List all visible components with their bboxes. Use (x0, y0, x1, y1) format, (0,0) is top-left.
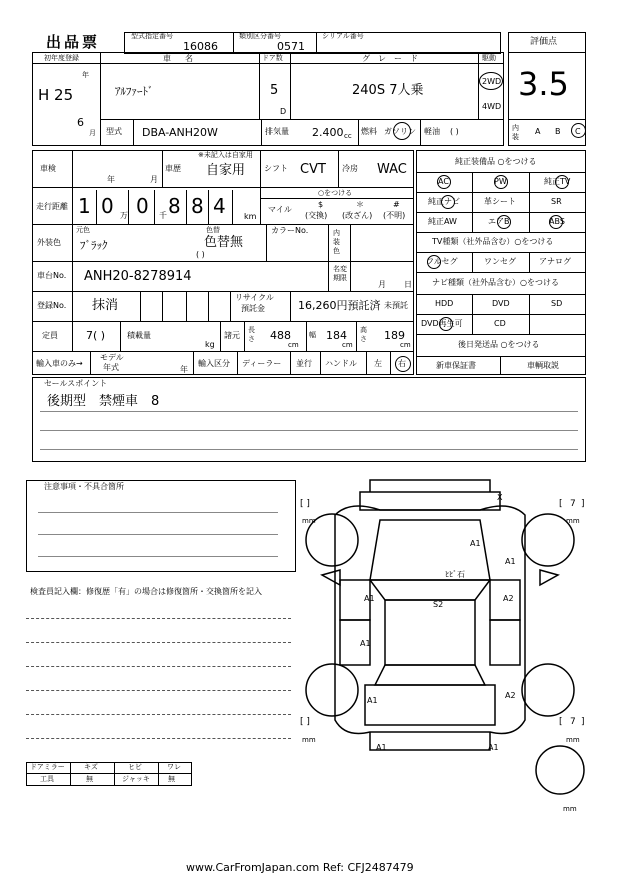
missing-v2: 無 (86, 775, 93, 783)
dealer-label: ディーラー (242, 359, 282, 368)
mark-a1-rear-left: A1 (376, 743, 387, 752)
model-value: DBA-ANH20W (142, 126, 218, 139)
class-label: 類別区分番号 (239, 32, 281, 40)
cert-label: 型式指定番号 (131, 32, 173, 40)
interior-c: C (575, 127, 581, 136)
doors-label: ドア数 (262, 54, 283, 62)
load-label: 積載量 (127, 331, 151, 340)
mile-label: マイル (268, 205, 292, 214)
mark-front-x: X (497, 493, 503, 502)
tire-fl-unit: mm (302, 517, 316, 525)
inspector-note: 検査員記入欄：修復歴「有」の場合は修復箇所・交換箇所を記入 (30, 587, 262, 596)
namechange-label: 名変期限 (333, 265, 347, 282)
doors-sub: D (280, 107, 287, 116)
score-label: 評価点 (530, 37, 558, 47)
tire-rr-unit: mm (566, 736, 580, 744)
left-mirror (322, 570, 340, 585)
year-unit: 年 (82, 71, 89, 79)
model-year-unit: 年 (180, 365, 188, 374)
nav-hdd: HDD (435, 299, 454, 308)
spare-wheel (536, 746, 584, 794)
notes-label: 注意事項・不具合箇所 (44, 482, 124, 491)
parallel-label: 並行 (296, 359, 312, 368)
oil-label: 軽油 (424, 127, 440, 136)
mileage-digit: 8 (168, 194, 181, 218)
hgt-label: 高さ (360, 326, 367, 343)
ac-label: 冷房 (342, 164, 358, 173)
right-rear-door (490, 620, 520, 665)
equip-leather: 革シート (484, 197, 516, 206)
mark-a1-front: A1 (470, 539, 481, 548)
mark-a2-rr: A2 (505, 691, 516, 700)
dim-label: 諸元 (224, 331, 240, 340)
chassis-value: ANH20-8278914 (84, 269, 192, 284)
swap-mark: $ (318, 200, 324, 209)
tv-fullseg-circle (427, 255, 441, 269)
mileage-digit: 4 (213, 194, 226, 218)
spare-unit: mm (563, 805, 577, 813)
handle-label: ハンドル (325, 359, 357, 368)
mileage-sen: 千 (159, 211, 167, 220)
fuel-circle (393, 122, 411, 140)
model-label: 型式 (106, 127, 122, 136)
mark-a1-rl-bottom: A1 (367, 696, 378, 705)
nav-sd: SD (551, 299, 563, 308)
equip-pw: PW (494, 177, 507, 186)
tv-header: TV種類（社外品含む）○をつける (432, 237, 554, 246)
missing-h1: ドアミラー (30, 763, 65, 771)
recycle-label-1: リサイクル (235, 293, 274, 302)
tire-rr-value: 7 (570, 717, 576, 727)
rear-right-wheel (522, 664, 574, 716)
len-value: 488 (270, 329, 291, 342)
wid-value: 184 (326, 329, 347, 342)
unknown-mark: # (393, 200, 400, 209)
fuel-value: ガソリン (384, 127, 416, 136)
handle-left: 左 (374, 359, 382, 368)
nav-dvdplay: DVD再生可 (421, 319, 463, 328)
shift-label: シフト (264, 164, 288, 173)
notes-box (26, 480, 296, 572)
repaint-paren: ( ) (196, 250, 205, 259)
fuel-label: 燃料 (361, 127, 377, 136)
tire-fr-bracket-end: ] (581, 499, 585, 509)
header-codes-box (124, 32, 501, 54)
mileage-label: 走行距離 (36, 202, 68, 211)
mileage-digit: 0 (101, 194, 114, 218)
disp-label: 排気量 (265, 127, 289, 136)
tire-rl-unit: mm (302, 736, 316, 744)
nav-dvd: DVD (492, 299, 510, 308)
mileage-unit: km (244, 212, 257, 221)
wid-unit: cm (342, 341, 353, 349)
drive-4wd: 4WD (482, 102, 502, 111)
colorno-label: カラーNo. (271, 226, 309, 235)
tire-rl-bracket: [ ] (300, 717, 310, 727)
import-label: 輸入車のみ→ (36, 359, 83, 368)
reg-value: 抹消 (92, 298, 119, 313)
tire-fr-value: 7 (570, 499, 576, 509)
missing-h3: ヒビ (128, 763, 142, 771)
interior-b: B (555, 127, 561, 136)
mileage-digit: 1 (78, 194, 91, 218)
tailgate (365, 685, 495, 725)
first-reg-label: 初年度登録 (44, 54, 79, 62)
orig-color-value: ﾌﾞﾗｯｸ (80, 239, 108, 252)
score-value: 3.5 (518, 65, 569, 103)
unknown-text: (不明) (383, 211, 406, 220)
inspect-month: 月 (150, 175, 158, 184)
missing-v3: ジャッキ (122, 775, 150, 783)
model-year-label-2: 年式 (103, 363, 119, 372)
sales-text: 後期型 禁煙車 8 (47, 394, 160, 409)
equip-navi-circle (441, 195, 455, 209)
right-mirror (540, 570, 558, 585)
mileage-digit: 0 (136, 194, 149, 218)
recycle-unpaid: 未預託 (384, 301, 408, 310)
later-manual: 車輌取説 (527, 361, 559, 370)
equip-abs-circle (549, 215, 563, 229)
mark-a1-rear-right: A1 (488, 743, 499, 752)
equip-header: 純正装備品 ○をつける (455, 157, 537, 166)
equip-sr: SR (551, 197, 562, 206)
equip-pw-circle (494, 175, 508, 189)
era-value: H 25 (38, 86, 74, 104)
doors-value: 5 (270, 83, 279, 98)
equip-navi: 純正ナビ (428, 197, 460, 206)
nav-header: ナビ種類（社外品含む）○をつける (432, 278, 559, 287)
cert-value: 16086 (183, 40, 218, 53)
equip-tv: 純正TV (544, 177, 571, 186)
roof (385, 600, 475, 665)
mark-a1-fr: A1 (505, 557, 516, 566)
interior-a: A (535, 127, 541, 136)
car-name-label: 車名 (163, 54, 207, 63)
hood (370, 520, 490, 580)
tire-rr-bracket-end: ] (581, 717, 585, 727)
later-warranty: 新車保証書 (436, 361, 476, 370)
nav-cd: CD (494, 319, 506, 328)
ac-value: WAC (377, 162, 407, 177)
wid-label: 幅 (309, 331, 316, 339)
windshield (370, 580, 490, 600)
usage-value: 自家用 (206, 163, 246, 178)
tamper-mark: ＊ (356, 200, 364, 209)
front-grille (360, 492, 503, 510)
model-year-label-1: モデル (100, 353, 124, 362)
front-bumper (370, 480, 490, 492)
missing-h4: ワレ (167, 763, 181, 771)
namechange-month: 月 (378, 280, 386, 289)
sales-label: セールスポイント (44, 379, 108, 388)
orig-color-label: 元色 (76, 226, 90, 234)
intcolor-label: 内装色 (333, 229, 340, 255)
rear-window (375, 665, 485, 685)
equip-airbag: エアB (488, 217, 510, 226)
swap-text: (交換) (305, 211, 328, 220)
oil-paren: ( ) (450, 127, 459, 136)
tire-fr-unit: mm (566, 517, 580, 525)
tv-analog: アナログ (539, 257, 571, 266)
tire-fl-bracket: [ ] (300, 499, 310, 509)
usage-label: 車歴 (165, 164, 181, 173)
repaint-value: 色替無 (204, 235, 244, 250)
mark-hood: ﾋﾋﾞ石 (445, 570, 465, 579)
equip-aw: 純正AW (428, 217, 457, 226)
len-label: 長さ (248, 326, 255, 343)
grade-value: 240S 7人乗 (352, 83, 424, 98)
disp-unit: cc (344, 132, 352, 140)
tire-rr-bracket: [ (559, 717, 563, 727)
rear-left-wheel (306, 664, 358, 716)
tire-fr-bracket: [ (559, 499, 563, 509)
tamper-text: (改ざん) (342, 211, 373, 220)
later-header: 後日発送品 ○をつける (458, 340, 540, 349)
handle-right-circle (395, 356, 411, 372)
class-value: 0571 (277, 40, 305, 53)
sheet-title: 出品票 (46, 33, 101, 51)
nav-dvdplay-circle (439, 317, 453, 331)
recycle-value: 16,260円預託済 (298, 299, 381, 312)
mileage-hint: ○をつける (318, 189, 353, 197)
car-diagram (290, 470, 590, 810)
tv-oneseg: ワンセグ (484, 257, 516, 266)
car-name-value: ｱﾙﾌｧｰﾄﾞ (115, 85, 154, 98)
rear-bumper (370, 732, 490, 750)
inspect-label: 車検 (40, 164, 56, 173)
equip-ac-circle (437, 175, 451, 189)
missing-v4: 無 (168, 775, 175, 783)
cap-label: 定員 (42, 331, 58, 340)
equip-airbag-circle (497, 215, 511, 229)
shift-value: CVT (300, 162, 326, 177)
mark-a2-right-front: A2 (503, 594, 514, 603)
chassis-label: 車台No. (37, 271, 67, 280)
missing-h2: キズ (84, 763, 98, 771)
mileage-digit: 8 (191, 194, 204, 218)
tv-fullseg: フルセグ (426, 257, 458, 266)
import-type-label: 輸入区分 (198, 359, 230, 368)
equip-abs: ABS (549, 217, 565, 226)
hgt-value: 189 (384, 329, 405, 342)
footer-watermark: www.CarFromJapan.com Ref: CFJ2487479 (186, 861, 414, 874)
equip-ac: AC (438, 177, 449, 186)
usage-note: ※未記入は自家用 (198, 151, 253, 159)
missing-v1: 工具 (40, 775, 54, 783)
inspect-year: 年 (107, 175, 115, 184)
serial-label: シリアル番号 (322, 32, 364, 40)
reg-label: 登録No. (37, 301, 67, 310)
color-label: 外装色 (37, 238, 61, 247)
namechange-day: 日 (404, 280, 412, 289)
equip-tv-circle (555, 175, 569, 189)
hgt-unit: cm (400, 341, 411, 349)
disp-value: 2.400 (312, 126, 344, 139)
len-unit: cm (288, 341, 299, 349)
drive-2wd-circle (479, 72, 503, 90)
recycle-label-2: 預託金 (241, 304, 265, 313)
drive-2wd: 2WD (482, 77, 502, 86)
repaint-label: 色替 (206, 226, 220, 234)
interior-label: 内装 (512, 124, 519, 141)
interior-c-circle (571, 123, 586, 138)
drive-label: 駆動 (482, 54, 496, 62)
month-value: 6 (77, 116, 84, 129)
handle-right: 右 (398, 359, 406, 368)
mark-a1-left-rear: A1 (360, 639, 371, 648)
load-unit: kg (205, 340, 215, 349)
mark-a1-left-front: A1 (364, 594, 375, 603)
mileage-man: 万 (120, 211, 128, 220)
cap-value: 7( ) (86, 329, 106, 342)
mark-s2-roof: S2 (433, 600, 444, 609)
grade-label: グレード (362, 54, 426, 63)
month-unit: 月 (89, 129, 96, 137)
